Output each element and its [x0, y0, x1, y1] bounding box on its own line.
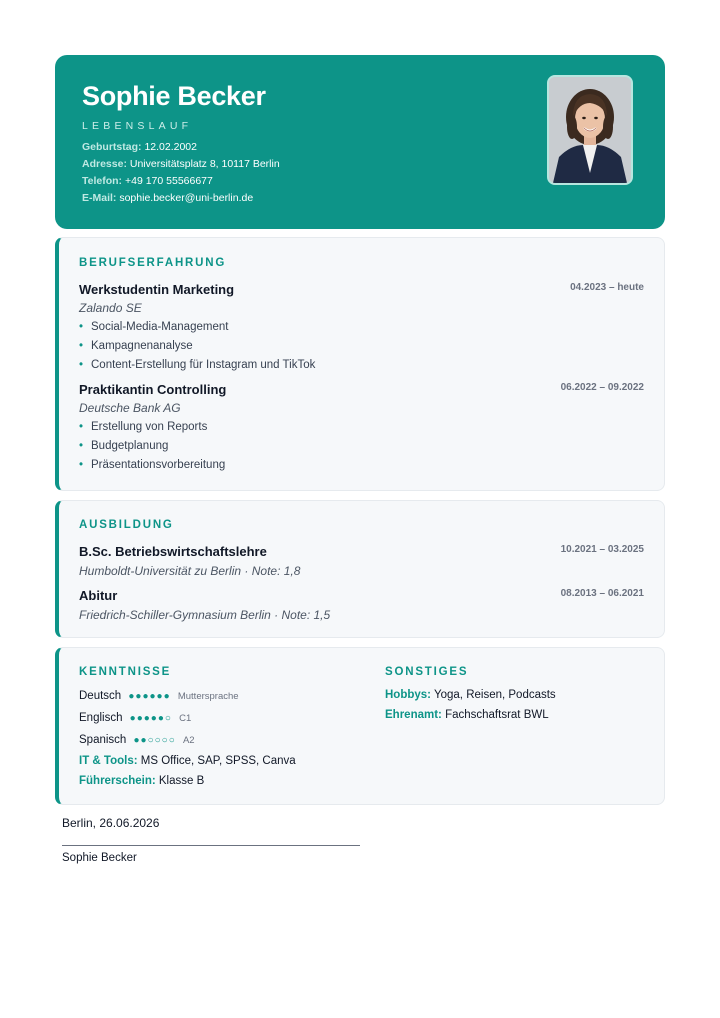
skills-heading: KENNTNISSE [79, 666, 172, 678]
bullet-icon: • [79, 440, 84, 452]
info-email: E-Mail: sophie.becker@uni-berlin.de [82, 192, 254, 204]
profile-photo [547, 75, 633, 185]
job-bullet: • Kampagnenanalyse [79, 340, 193, 352]
bullet-icon: • [79, 421, 84, 433]
it-tools: IT & Tools: MS Office, SAP, SPSS, Canva [79, 755, 296, 767]
education-section [55, 500, 665, 638]
volunteer-work: Ehrenamt: Fachschaftsrat BWL [385, 709, 549, 721]
job-bullet: • Erstellung von Reports [79, 421, 208, 433]
degree-institution: Humboldt-Universität zu Berlin · Note: 1,8 [79, 564, 301, 578]
rating-dots: ●●●●●● [128, 691, 171, 702]
bullet-icon: • [79, 340, 84, 352]
skills-section [55, 647, 665, 805]
degree-title: B.Sc. Betriebswirtschaftslehre [79, 544, 267, 559]
info-address: Adresse: Universitätsplatz 8, 10117 Berlin [82, 158, 280, 170]
job-bullet: • Budgetplanung [79, 440, 169, 452]
experience-section [55, 237, 665, 491]
drivers-license: Führerschein: Klasse B [79, 775, 205, 787]
job-bullet: • Präsentationsvorbereitung [79, 459, 226, 471]
language-item: Deutsch ●●●●●● Muttersprache [79, 690, 239, 702]
language-item: Spanisch ●●○○○○ A2 [79, 734, 195, 746]
bullet-icon: • [79, 359, 84, 371]
degree-date: 08.2013 – 06.2021 [560, 588, 644, 599]
job-bullet: • Content-Erstellung für Instagram und TikTok [79, 359, 316, 371]
signature-line [62, 845, 360, 846]
job-company: Zalando SE [79, 301, 142, 315]
hobbies: Hobbys: Yoga, Reisen, Podcasts [385, 689, 556, 701]
job-date: 04.2023 – heute [570, 282, 644, 293]
applicant-name: Sophie Becker [82, 81, 266, 111]
job-date: 06.2022 – 09.2022 [560, 382, 644, 393]
place-and-date: Berlin, 26.06.2026 [62, 816, 160, 830]
education-heading: AUSBILDUNG [79, 519, 174, 531]
info-birthdate: Geburtstag: 12.02.2002 [82, 141, 197, 153]
document-subtitle: LEBENSLAUF [82, 120, 193, 132]
job-title: Werkstudentin Marketing [79, 282, 235, 297]
degree-institution: Friedrich-Schiller-Gymnasium Berlin · Note: 1,5 [79, 608, 331, 622]
degree-title: Abitur [79, 588, 118, 603]
experience-heading: BERUFSERFAHRUNG [79, 257, 227, 269]
cv-header [55, 55, 665, 229]
job-company: Deutsche Bank AG [79, 401, 181, 415]
rating-dots: ●●○○○○ [133, 735, 176, 746]
job-title: Praktikantin Controlling [79, 382, 227, 397]
bullet-icon: • [79, 459, 84, 471]
signature-name: Sophie Becker [62, 852, 137, 864]
bullet-icon: • [79, 321, 84, 333]
job-bullet: • Social-Media-Management [79, 321, 229, 333]
rating-dots: ●●●●●○ [129, 713, 172, 724]
language-item: Englisch ●●●●●○ C1 [79, 712, 192, 724]
degree-date: 10.2021 – 03.2025 [560, 544, 644, 555]
misc-heading: SONSTIGES [385, 666, 469, 678]
info-phone: Telefon: +49 170 55566677 [82, 175, 213, 187]
